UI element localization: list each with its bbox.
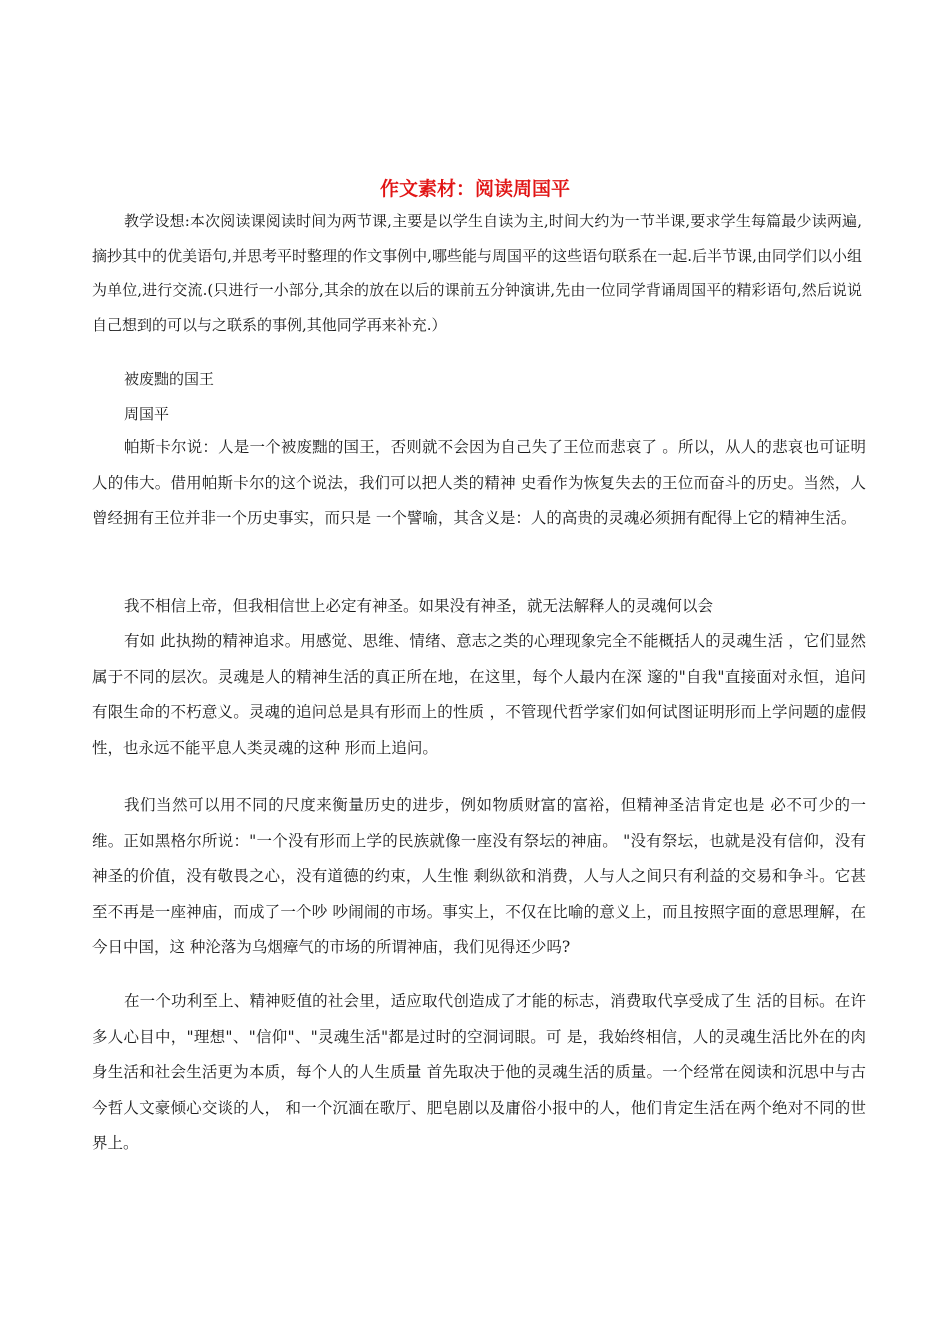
body-paragraph: 我们当然可以用不同的尺度来衡量历史的进步，例如物质财富的富裕，但精神圣洁肯定也是 必不可少的一维。正如黑格尔所说："一个没有形而上学的民族就像一座没有祭坛的神庙。 "没有祭坛，也就是没有信仰，没有神圣的价值，没有敬畏之心，没有道德的约束，人生惟 剩纵欲和消费，人与人之间只有利益的交易和争斗。它甚至不再是一座神庙，而成了一个吵 吵闹闹的市场。事实上，不仅在比喻的意义上，而且按照字面的意思理解，在今日中国，这 种沦落为乌烟瘴气的市场的所谓神庙，我们见得还少吗? xyxy=(92,796,866,956)
body-paragraph: 在一个功利至上、精神贬值的社会里，适应取代创造成了才能的标志，消费取代享受成了生 活的目标。在许多人心目中，"理想"、"信仰"、"灵魂生活"都是过时的空洞词眼。可 是，我始终相信，人的灵魂生活比外在的肉身生活和社会生活更为本质，每个人的人生质量 首先取决于他的灵魂生活的质量。一个经常在阅读和沉思中与古今哲人文豪倾心交谈的人， 和一个沉湎在歌厅、肥皂剧以及庸俗小报中的人，他们肯定生活在两个绝对不同的世界上。 xyxy=(92,992,866,1152)
body-paragraph: 帕斯卡尔说：人是一个被废黜的国王，否则就不会因为自己失了王位而悲哀了 。所以，从人的悲哀也可证明人的伟大。借用帕斯卡尔的这个说法，我们可以把人类的精神 史看作为恢复失去的王位而奋斗的历史。当然，人曾经拥有王位并非一个历史事实，而只是 一个譬喻，其含义是：人的高贵的灵魂必须拥有配得上它的精神生活。 xyxy=(92,438,866,527)
essay-title: 被废黜的国王 xyxy=(124,370,215,388)
essay-author: 周国平 xyxy=(124,405,170,423)
document-title: 作文素材：阅读周国平 xyxy=(379,178,570,200)
body-paragraph: 有如 此执拗的精神追求。用感觉、思维、情绪、意志之类的心理现象完全不能概括人的灵魂生活 ，它们显然属于不同的层次。灵魂是人的精神生活的真正所在地，在这里，每个人最内在深 邃的"自我"直接面对永恒，追问有限生命的不朽意义。灵魂的追问总是具有形而上的性质 ，不管现代哲学家们如何试图证明形而上学问题的虚假性，也永远不能平息人类灵魂的这种 形而上追问。 xyxy=(92,632,866,757)
body-paragraph: 我不相信上帝，但我相信世上必定有神圣。如果没有神圣，就无法解释人的灵魂何以会 xyxy=(124,597,714,615)
teaching-intro-paragraph: 教学设想:本次阅读课阅读时间为两节课,主要是以学生自读为主,时间大约为一节半课,要求学生每篇最少读两遍,摘抄其中的优美语句,并思考平时整理的作文事例中,哪些能与周国平的这些语句联系在一起.后半节课,由同学们以小组为单位,进行交流.(只进行一小部分,其余的放在以后的课前五分钟演讲,先由一位同学背诵周国平的精彩语句,然后说说自己想到的可以与之联系的事例,其他同学再来补充.） xyxy=(92,212,862,334)
